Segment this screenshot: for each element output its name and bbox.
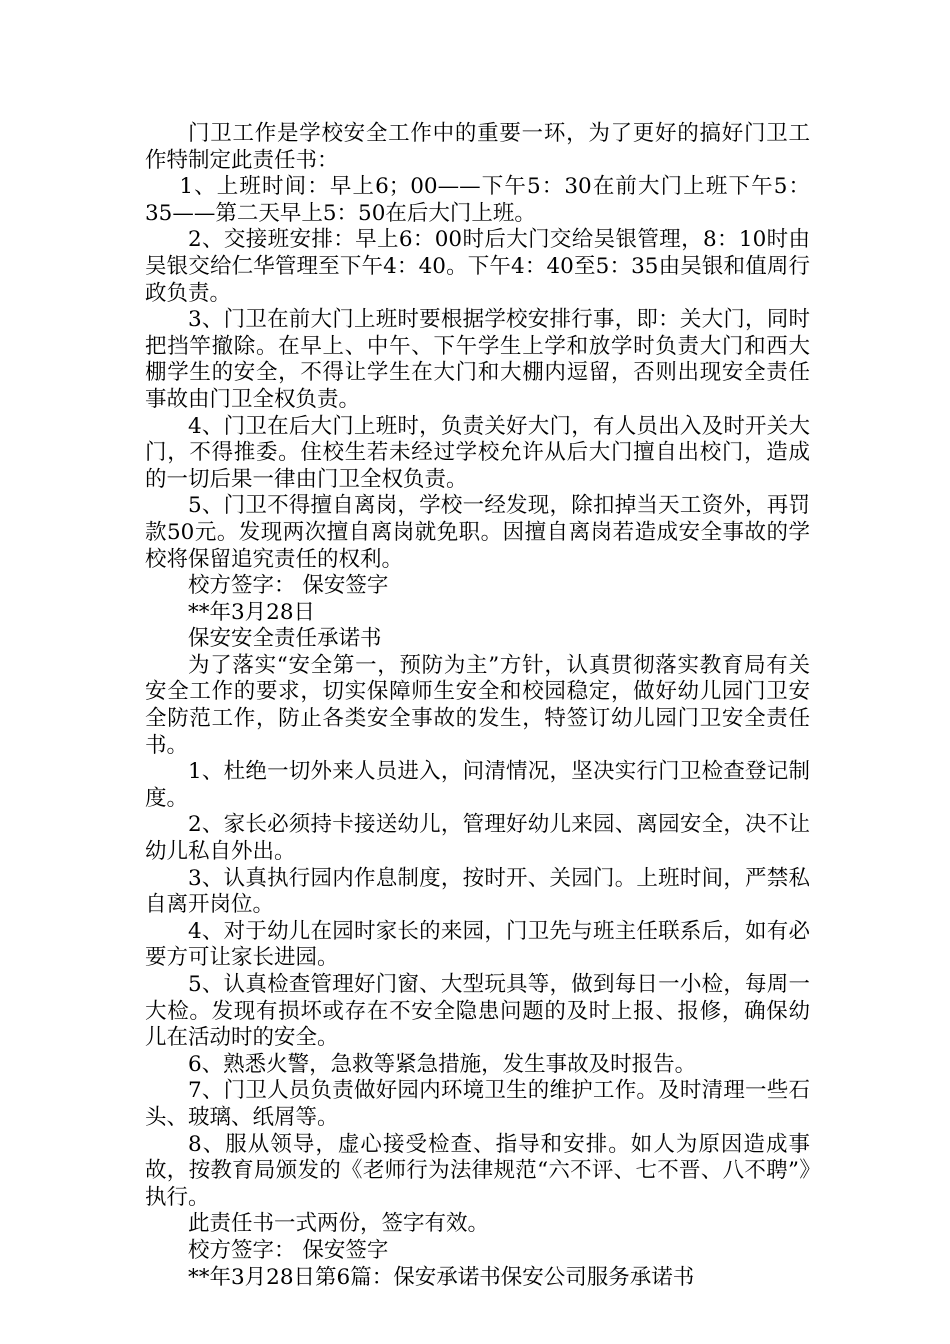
- clause-work-hours: 1、上班时间：早上6；00——下午5：30在前大门上班下午5：35——第二天早上5：50在后大门上班。: [145, 174, 810, 226]
- section-title: 保安安全责任承诺书: [188, 626, 382, 652]
- document-body: [145, 121, 810, 1291]
- clause-back-gate: 4、门卫在后大门上班时，负责关好大门，有人员出入及时开关大门，不得推委。住校生若未经过学校允许从后大门擅自出校门，造成的一切后果一律由门卫全权负责。: [145, 413, 810, 492]
- preamble-paragraph: 为了落实“安全第一，预防为主”方针，认真贯彻落实教育局有关安全工作的要求，切实保障师生安全和校园稳定，做好幼儿园门卫安全防范工作，防止各类安全事故的发生，特签订幼儿园门卫安全责任书。: [145, 652, 810, 758]
- date-line-1: **年3月28日: [188, 599, 316, 625]
- signature-line-1: 校方签字： 保安签字: [188, 573, 389, 599]
- date-line-2: **年3月28日第6篇：保安承诺书保安公司服务承诺书: [188, 1264, 695, 1290]
- clause-front-gate: 3、门卫在前大门上班时要根据学校安排行事，即：关大门，同时把挡竿撤除。在早上、中午、下午学生上学和放学时负责大门和西大棚学生的安全，不得让学生在大门和大棚内逗留，否则出现安全责任事故由门卫全权负责。: [145, 307, 810, 412]
- intro-paragraph: 门卫工作是学校安全工作中的重要一环，为了更好的搞好门卫工作特制定此责任书：: [145, 121, 810, 173]
- item-1: 1、杜绝一切外来人员进入，问清情况，坚决实行门卫检查登记制度。: [145, 759, 810, 811]
- item-7: 7、门卫人员负责做好园内环境卫生的维护工作。及时清理一些石头、玻璃、纸屑等。: [145, 1078, 810, 1130]
- item-2: 2、家长必须持卡接送幼儿，管理好幼儿来园、离园安全，决不让幼儿私自外出。: [145, 812, 810, 865]
- item-3: 3、认真执行园内作息制度，按时开、关园门。上班时间，严禁私自离开岗位。: [145, 865, 810, 918]
- signature-line-2: 校方签字： 保安签字: [188, 1237, 389, 1263]
- item-5: 5、认真检查管理好门窗、大型玩具等，做到每日一小检，每周一大检。发现有损坏或存在不安全隐患问题的及时上报、报修，确保幼儿在活动时的安全。: [145, 972, 810, 1051]
- clause-shift-handover: 2、交接班安排：早上6：00时后大门交给吴银管理，8：10时由吴银交给仁华管理至下午4：40。下午4：40至5：35由吴银和值周行政负责。: [145, 227, 810, 306]
- item-4: 4、对于幼儿在园时家长的来园，门卫先与班主任联系后，如有必要方可让家长进园。: [145, 918, 810, 971]
- clause-absence-penalty: 5、门卫不得擅自离岗，学校一经发现，除扣掉当天工资外，再罚款50元。发现两次擅自离岗就免职。因擅自离岗若造成安全事故的学校将保留追究责任的权利。: [145, 493, 810, 572]
- item-8: 8、服从领导，虚心接受检查、指导和安排。如人为原因造成事故，按教育局颁发的《老师行为法律规范“六不评、七不晋、八不聘”》执行。: [145, 1131, 810, 1210]
- validity-note: 此责任书一式两份，签字有效。: [188, 1211, 490, 1237]
- item-6: 6、熟悉火警，急救等紧急措施，发生事故及时报告。: [188, 1051, 697, 1077]
